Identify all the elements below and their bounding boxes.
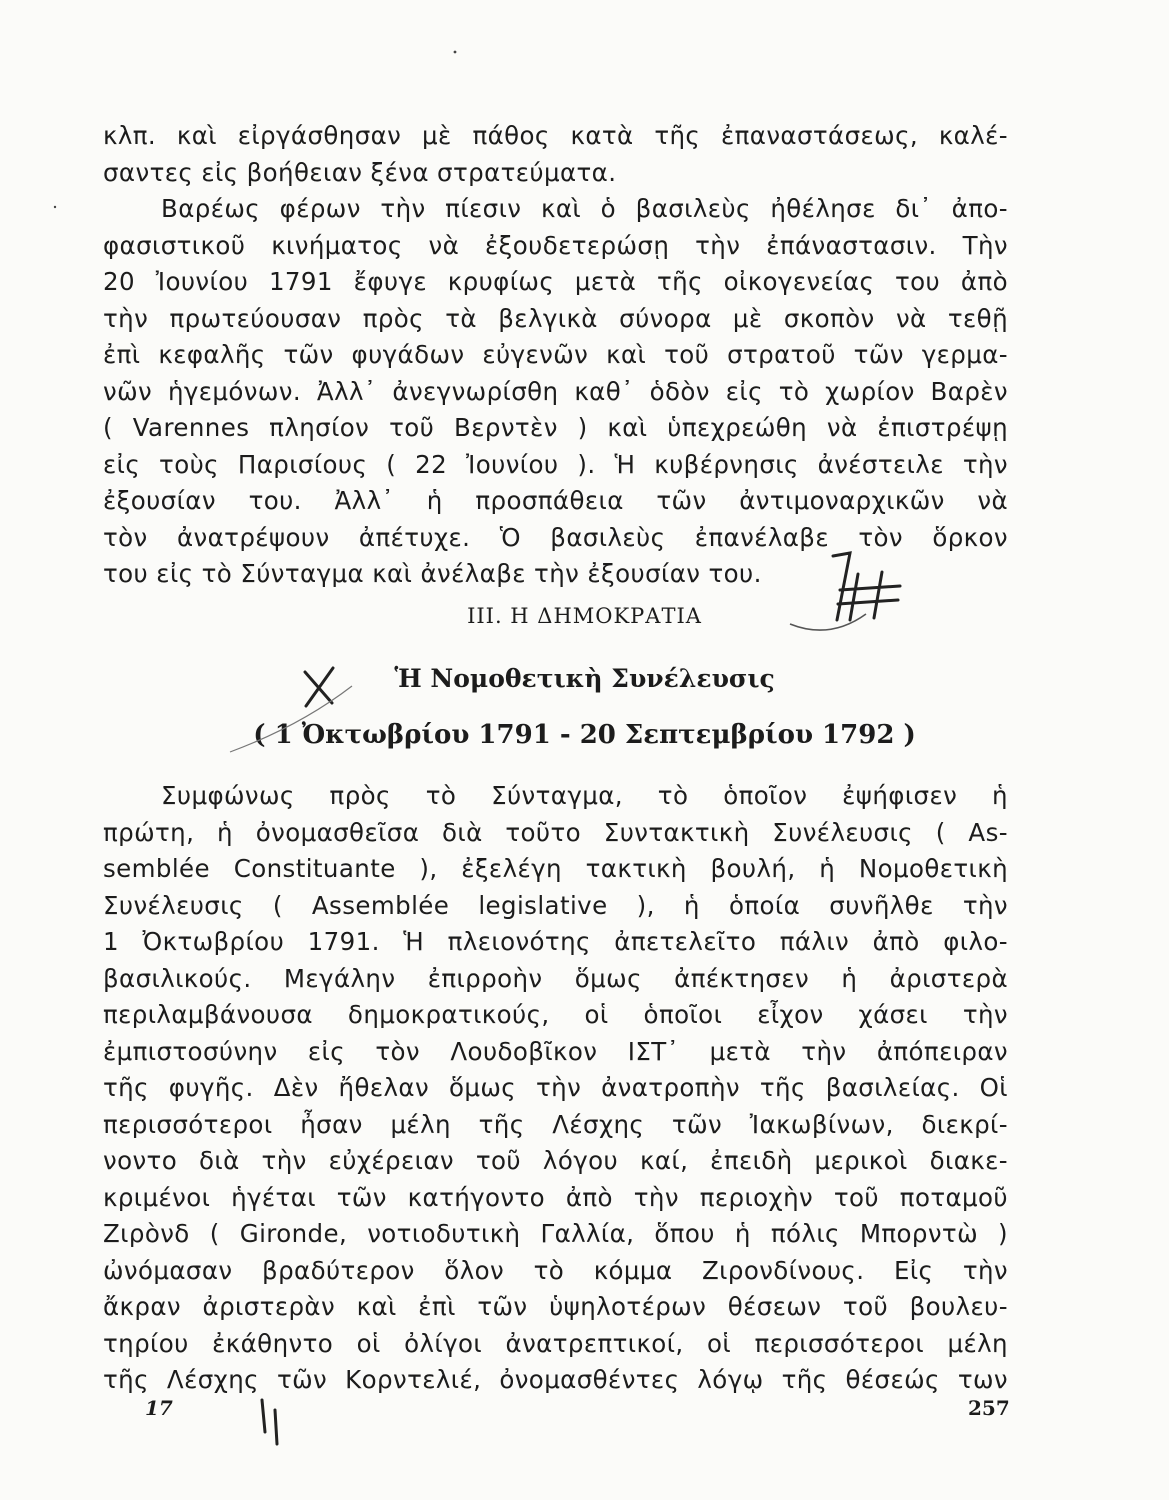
text-line: περιλαμβάνουσα δημοκρατικούς, οἱ ὁποῖοι εἶχον χάσει τὴν xyxy=(103,1000,1008,1029)
text-line: τὴν πρωτεύουσαν πρὸς τὰ βελγικὰ σύνορα μὲ σκοπὸν νὰ τεθῇ xyxy=(103,303,1008,333)
paper-speck xyxy=(54,206,56,208)
text-line: ἄκραν ἀριστερὰν καὶ ἐπὶ τῶν ὑψηλοτέρων θέσεων τοῦ βουλευ- xyxy=(103,1292,1008,1321)
text-line: ἐξουσίαν του. Ἀλλ᾿ ἡ προσπάθεια τῶν ἀντιμοναρχικῶν νὰ xyxy=(103,486,1008,515)
text-line: ἐπὶ κεφαλῆς τῶν φυγάδων εὐγενῶν καὶ τοῦ στρατοῦ τῶν γερμα- xyxy=(103,340,1008,369)
text-line: κριμένοι ἡγέται τῶν κατήγοντο ἀπὸ τὴν περιοχὴν τοῦ ποταμοῦ xyxy=(103,1182,1008,1212)
text-line: τῆς φυγῆς. Δὲν ἤθελαν ὅμως τὴν ἀνατροπὴν τῆς βασιλείας. Οἱ xyxy=(103,1073,1008,1102)
text-line: τηρίου ἐκάθηντο οἱ ὀλίγοι ἀνατρεπτικοί, οἱ περισσότεροι μέλη xyxy=(103,1328,1008,1358)
subsection-dates: ( 1 Ὀκτωβρίου 1791 - 20 Σεπτεμβρίου 1792 ) xyxy=(253,720,916,750)
pencil-stroke-mark xyxy=(230,686,352,752)
text-line: semblée Constituante ), ἐξελέγη τακτικὴ βουλή, ἡ Νομοθετικὴ xyxy=(103,854,1008,883)
text-line: ἐμπιστοσύνην εἰς τὸν Λουδοβῖκον ΙΣΤ᾿ μετὰ τὴν ἀπόπειραν xyxy=(103,1036,1008,1066)
text-line: ( Varennes πλησίον τοῦ Βερντὲν ) καὶ ὑπεχρεώθη νὰ ἐπιστρέψῃ xyxy=(103,413,1008,442)
text-line: τὸν ἀνατρέψουν ἀπέτυχε. Ὁ βασιλεὺς ἐπανέλαβε τὸν ὅρκον xyxy=(103,522,1008,552)
handwritten-flourish-mark xyxy=(790,614,866,630)
text-line: πρώτη, ἡ ὀνομασθεῖσα διὰ τοῦτο Συντακτικὴ Συνέλευσις ( As- xyxy=(103,817,1008,847)
text-line: νοντο διὰ τὴν εὐχέρειαν τοῦ λόγου καί, ἐπειδὴ μερικοὶ διακε- xyxy=(103,1146,1008,1175)
text-line: σαντες εἰς βοήθειαν ξένα στρατεύματα. xyxy=(103,157,617,187)
text-line: βασιλικούς. Μεγάλην ἐπιρροὴν ὅμως ἀπέκτησεν ἡ ἀριστερὰ xyxy=(103,963,1008,993)
text-line: Βαρέως φέρων τὴν πίεσιν καὶ ὁ βασιλεὺς ἠθέλησε δι᾿ ἀπο- xyxy=(161,194,1008,223)
handwritten-hash-mark xyxy=(838,572,900,620)
text-line: Συμφώνως πρὸς τὸ Σύνταγμα, τὸ ὁποῖον ἐψήφισεν ἡ xyxy=(161,781,1008,810)
text-line: περισσότεροι ἦσαν μέλη τῆς Λέσχης τῶν Ἰακωβίνων, διεκρί- xyxy=(103,1109,1008,1139)
text-line: Συνέλευσις ( Assemblée legislative ), ἡ ὁποία συνῆλθε τὴν xyxy=(103,890,1008,920)
text-line: 20 Ἰουνίου 1791 ἔφυγε κρυφίως μετὰ τῆς οἰκογενείας του ἀπὸ xyxy=(103,267,1008,296)
text-line: τῆς Λέσχης τῶν Κορντελιέ, ὀνομασθέντες λόγῳ τῆς θέσεώς των xyxy=(103,1365,1008,1394)
footer-signature-number: 17 xyxy=(145,1396,173,1420)
text-line: του εἰς τὸ Σύνταγμα καὶ ἀνέλαβε τὴν ἐξουσίαν του. xyxy=(103,559,762,588)
paper-speck xyxy=(454,51,457,54)
section-title: III. Η ΔΗΜΟΚΡΑΤΙΑ xyxy=(467,604,702,628)
text-line: φασιστικοῦ κινήματος νὰ ἐξουδετερώσῃ τὴν ἐπάναστασιν. Τὴν xyxy=(103,230,1008,260)
text-line: Ζιρὸνδ ( Gironde, νοτιοδυτικὴ Γαλλία, ὅπου ἡ πόλις Μπορντὼ ) xyxy=(103,1219,1008,1248)
text-line: 1 Ὀκτωβρίου 1791. Ἡ πλειονότης ἀπετελεῖτο πάλιν ἀπὸ φιλο- xyxy=(103,927,1008,956)
handwritten-seven-mark xyxy=(833,553,850,620)
text-line: νῶν ἡγεμόνων. Ἀλλ᾿ ἀνεγνωρίσθη καθ᾿ ὁδὸν εἰς τὸ χωρίον Βαρὲν xyxy=(103,376,1008,406)
handwritten-tally-mark xyxy=(262,1400,277,1444)
page-number: 257 xyxy=(968,1396,1010,1420)
text-line: κλπ. καὶ εἰργάσθησαν μὲ πάθος κατὰ τῆς ἐπαναστάσεως, καλέ- xyxy=(103,121,1008,150)
handwritten-x-mark xyxy=(305,668,333,706)
text-line: ὠνόμασαν βραδύτερον ὅλον τὸ κόμμα Ζιρονδίνους. Εἰς τὴν xyxy=(103,1255,1008,1285)
subsection-title: Ἡ Νομοθετικὴ Συνέλευσις xyxy=(394,664,775,693)
text-line: εἰς τοὺς Παρισίους ( 22 Ἰουνίου ). Ἡ κυβέρνησις ἀνέστειλε τὴν xyxy=(103,449,1008,479)
